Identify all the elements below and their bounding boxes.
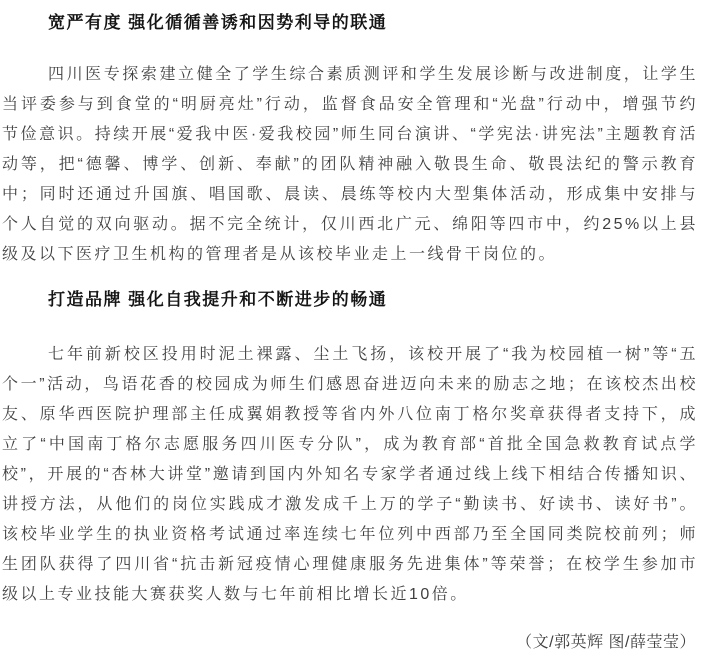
- section-paragraph-1: 四川医专探索建立健全了学生综合素质测评和学生发展诊断与改进制度，让学生当评委参与到食堂的“明厨亮灶”行动，监督食品安全管理和“光盘”行动中，增强节约节俭意识。持续开展“爱我中医·爱我校园”师生同台演讲、“学宪法·讲宪法”主题教育活动等，把“德馨、博学、创新、奉献”的团队精神融入敬畏生命、敬畏法纪的警示教育中；同时还通过升国旗、唱国歌、晨读、晨练等校内大型集体活动，形成集中安排与个人自觉的双向驱动。据不完全统计，仅川西北广元、绵阳等四市中，约25%以上县级及以下医疗卫生机构的管理者是从该校毕业走上一线骨干岗位的。: [2, 66, 698, 263]
- author-credit: （文/郭英辉 图/薛莹莹）: [516, 634, 696, 651]
- section-heading-1: 宽严有度 强化循循善诱和因势利导的联通: [48, 13, 388, 32]
- section-paragraph-2: 七年前新校区投用时泥土裸露、尘土飞扬，该校开展了“我为校园植一树”等“五个一”活动，鸟语花香的校园成为师生们感恩奋进迈向未来的励志之地；在该校杰出校友、原华西医院护理部主任成翼娟教授等省内外八位南丁格尔奖章获得者支持下，成立了“中国南丁格尔志愿服务四川医专分队”，成为教育部“首批全国急救教育试点学校”，开展的“杏林大讲堂”邀请到国内外知名专家学者通过线上线下相结合传播知识、讲授方法，从他们的岗位实践成才激发成千上万的学子“勤读书、好读书、读好书”。该校毕业学生的执业资格考试通过率连续七年位列中西部乃至全国同类院校前列；师生团队获得了四川省“抗击新冠疫情心理健康服务先进集体”等荣誉；在校学生参加市级以上专业技能大赛获奖人数与七年前相比增长近10倍。: [2, 346, 698, 603]
- section-heading-2: 打造品牌 强化自我提升和不断进步的畅通: [48, 290, 388, 309]
